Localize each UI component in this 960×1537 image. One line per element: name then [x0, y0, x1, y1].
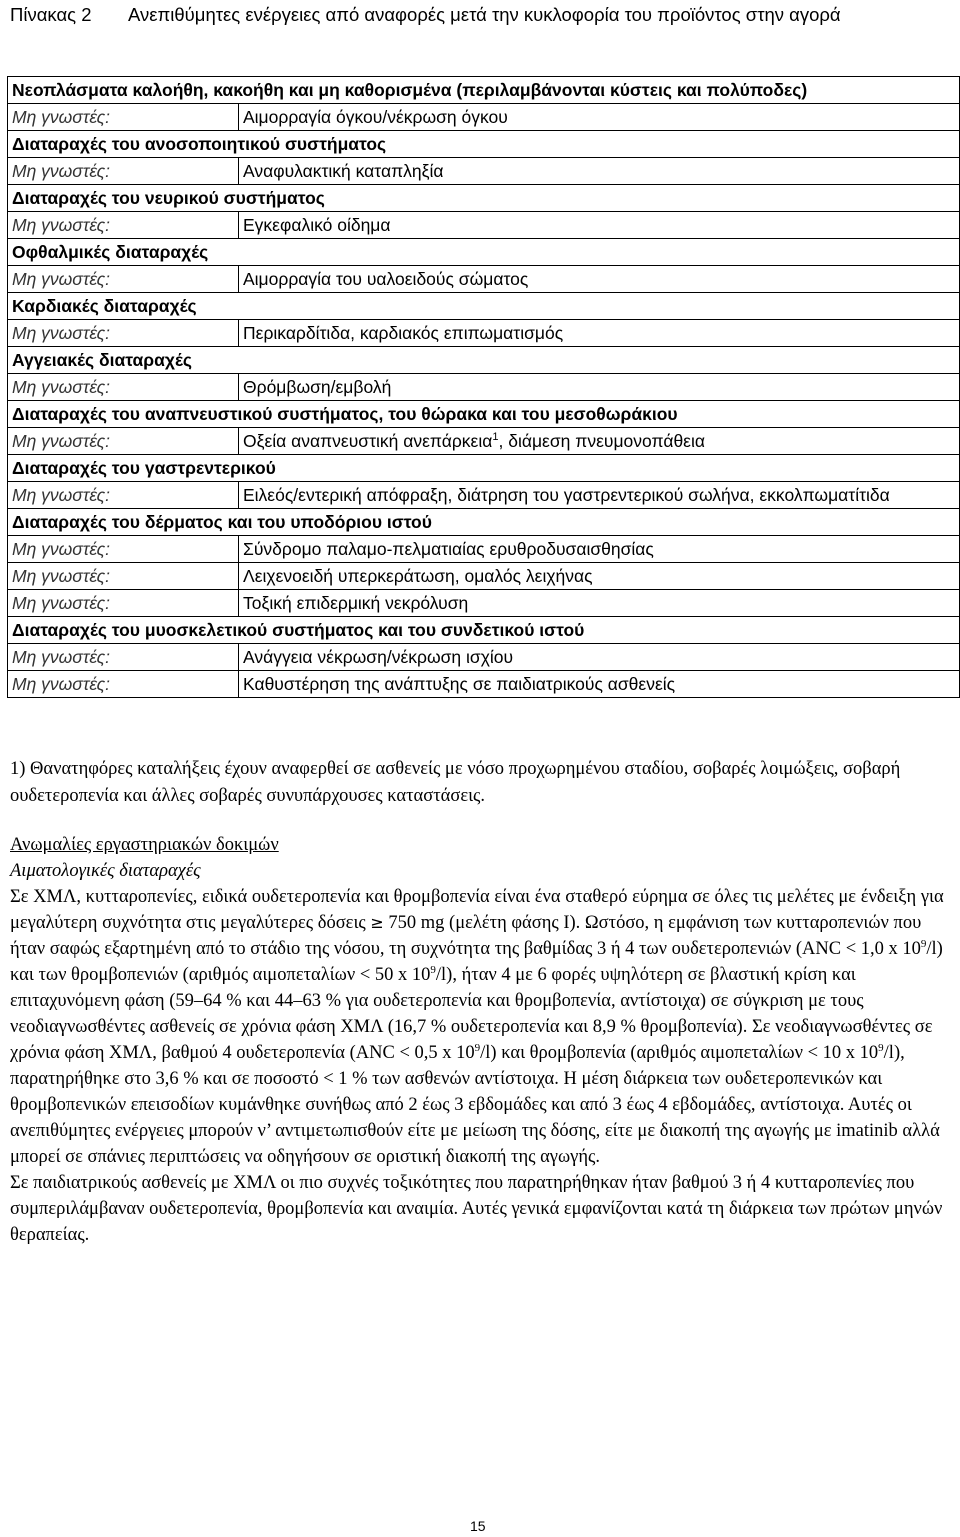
reaction-row: [8, 158, 960, 185]
reaction-term-cell: Θρόμβωση/εμβολή: [239, 374, 960, 401]
soc-row: [8, 77, 960, 104]
page-number: 15: [470, 1518, 486, 1534]
soc-row: [8, 185, 960, 212]
paragraph-1: Σε ΧΜΛ, κυτταροπενίες, ειδικά ουδετεροπενία και θρομβοπενία είναι ένα σταθερό εύρημα σε όλες τις μελέτες με ένδειξη για μεγαλύτερη συχνότητα στις μεγαλύτερες δόσεις ≥ 750 mg (μελέτη φάσης Ι). Ωστόσο, η εμφάνιση των κυτταροπενιών που ήταν σαφώς εξαρτημένη από το στάδιο της νόσου, τη συχνότητα της βαθμίδας 3 ή 4 των ουδετεροπενιών (ANC < 1,0 x $10^9/l$) και των θρομβοπενιών (αριθμός αιμοπεταλίων < 50 x $10^9/l$), ήταν 4 με 6 φορές υψηλότερη σε βλαστική κρίση και επιταχυνόμενη φάση (59–64 % και 44–63 % για ουδετεροπενία και θρομβοπενία, αντίστοιχα) σε σύγκριση με τους νεοδιαγνωσθέντες ασθενείς σε χρόνια φάση ΧΜΛ (16,7 % ουδετεροπενία και 8,9 % θρομβοπενία). Σε νεοδιαγνωσθέντες σε χρόνια φάση ΧΜΛ, βαθμού 4 ουδετεροπενία (ANC < 0,5 x $10^9/l$) και θρομβοπενία (αριθμός αιμοπεταλίων < 10 x $10^9/l$), παρατηρήθηκε στο 3,6 % και σε ποσοστό < 1 % των ασθενών αντίστοιχα. Η μέση διάρκεια των ουδετεροπενικών και θρομβοπενικών επεισοδίων κυμάνθηκε συνήθως από 2 έως 3 εβδομάδες και από 3 έως 4 εβδομάδες, αντίστοιχα. Αυτές οι ανεπιθύμητες ενέργειες μπορούν ν’ αντιμετωπισθούν είτε με μείωση της δόσης, είτε με διακοπή της αγωγής με imatinib αλλά μπορεί σε σπάνιες περιπτώσεις να οδηγήσουν σε οριστική διακοπή της αγωγής.: [10, 887, 944, 1167]
soc-heading: Νεοπλάσματα καλοήθη, κακοήθη και μη καθορισμένα (περιλαμβάνονται κύστεις και πολύποδες): [8, 77, 960, 104]
soc-heading: Αγγειακές διαταραχές: [8, 347, 960, 374]
paragraph-2: Σε παιδιατρικούς ασθενείς με ΧΜΛ οι πιο συχνές τοξικότητες που παρατηρήθηκαν ήταν βαθμού 3 ή 4 κυτταροπενίες που συμπεριλάμβαναν ουδετεροπενία, θρομβοπενία και αναιμία. Αυτές γενικά εμφανίζονται κατά τη διάρκεια των πρώτων μηνών θεραπείας.: [10, 1173, 943, 1245]
reaction-row: [8, 104, 960, 131]
reaction-row: [8, 266, 960, 293]
reaction-term-cell: Καθυστέρηση της ανάπτυξης σε παιδιατρικούς ασθενείς: [239, 671, 960, 698]
frequency-cell: Μη γνωστές:: [8, 563, 239, 590]
reaction-term-cell: Αιμορραγία όγκου/νέκρωση όγκου: [239, 104, 960, 131]
frequency-cell: Μη γνωστές:: [8, 374, 239, 401]
reaction-row: [8, 536, 960, 563]
frequency-cell: Μη γνωστές:: [8, 644, 239, 671]
reaction-term-cell: Ανάγγεια νέκρωση/νέκρωση ισχίου: [239, 644, 960, 671]
section-heading: Ανωμαλίες εργαστηριακών δοκιμών: [10, 835, 279, 855]
soc-row: [8, 239, 960, 266]
soc-row: [8, 401, 960, 428]
frequency-cell: Μη γνωστές:: [8, 212, 239, 239]
lab-abnormalities-section: [10, 832, 945, 1248]
soc-heading: Καρδιακές διαταραχές: [8, 293, 960, 320]
soc-heading: Οφθαλμικές διαταραχές: [8, 239, 960, 266]
reaction-term-cell: Αιμορραγία του υαλοειδούς σώματος: [239, 266, 960, 293]
frequency-cell: Μη γνωστές:: [8, 536, 239, 563]
soc-heading: Διαταραχές του ανοσοποιητικού συστήματος: [8, 131, 960, 158]
reaction-row: [8, 671, 960, 698]
reaction-term-cell: Περικαρδίτιδα, καρδιακός επιπωματισμός: [239, 320, 960, 347]
reaction-row: [8, 482, 960, 509]
reaction-row: [8, 563, 960, 590]
footnote-ref: 1: [492, 431, 499, 444]
greater-equal-sign: ≥: [370, 913, 384, 932]
soc-heading: Διαταραχές του αναπνευστικού συστήματος, του θώρακα και του μεσοθωράκιου: [8, 401, 960, 428]
frequency-cell: Μη γνωστές:: [8, 320, 239, 347]
soc-row: [8, 293, 960, 320]
soc-row: [8, 617, 960, 644]
reaction-row: [8, 212, 960, 239]
reaction-term-cell: Τοξική επιδερμική νεκρόλυση: [239, 590, 960, 617]
frequency-cell: Μη γνωστές:: [8, 266, 239, 293]
reaction-term-cell: Σύνδρομο παλαμο-πελματιαίας ερυθροδυσαισθησίας: [239, 536, 960, 563]
reaction-row: [8, 320, 960, 347]
frequency-cell: Μη γνωστές:: [8, 104, 239, 131]
table-title: Ανεπιθύμητες ενέργειες από αναφορές μετά την κυκλοφορία του προϊόντος στην αγορά: [128, 4, 841, 25]
soc-row: [8, 347, 960, 374]
reaction-term-cell: Οξεία αναπνευστική ανεπάρκεια$^1$, διάμεση πνευμονοπάθεια: [239, 428, 960, 455]
soc-heading: Διαταραχές του γαστρεντερικού: [8, 455, 960, 482]
table-number: Πίνακας 2: [10, 4, 92, 25]
soc-heading: Διαταραχές του δέρματος και του υποδόριου ιστού: [8, 509, 960, 536]
reaction-row: [8, 644, 960, 671]
frequency-cell: Μη γνωστές:: [8, 482, 239, 509]
reaction-term-cell: Εγκεφαλικό οίδημα: [239, 212, 960, 239]
table-footnote: 1) Θανατηφόρες καταλήξεις έχουν αναφερθεί σε ασθενείς με νόσο προχωρημένου σταδίου, σοβαρές λοιμώξεις, σοβαρή ουδετεροπενία και άλλες σοβαρές συνυπάρχουσες καταστάσεις.: [10, 759, 901, 806]
soc-row: [8, 509, 960, 536]
section-subheading: Αιματολογικές διαταραχές: [10, 861, 201, 881]
reaction-term-cell: Αναφυλακτική καταπληξία: [239, 158, 960, 185]
reaction-term-cell: Ειλεός/εντερική απόφραξη, διάτρηση του γαστρεντερικού σωλήνα, εκκολπωματίτιδα: [239, 482, 960, 509]
soc-heading: Διαταραχές του μυοσκελετικού συστήματος και του συνδετικού ιστού: [8, 617, 960, 644]
reaction-row: [8, 428, 960, 455]
reaction-term-cell: Λειχενοειδή υπερκεράτωση, ομαλός λειχήνας: [239, 563, 960, 590]
frequency-cell: Μη γνωστές:: [8, 590, 239, 617]
frequency-cell: Μη γνωστές:: [8, 158, 239, 185]
soc-row: [8, 455, 960, 482]
soc-row: [8, 131, 960, 158]
frequency-cell: Μη γνωστές:: [8, 671, 239, 698]
reaction-row: [8, 374, 960, 401]
adverse-reactions-table: [7, 76, 960, 698]
soc-heading: Διαταραχές του νευρικού συστήματος: [8, 185, 960, 212]
reaction-row: [8, 590, 960, 617]
frequency-cell: Μη γνωστές:: [8, 428, 239, 455]
